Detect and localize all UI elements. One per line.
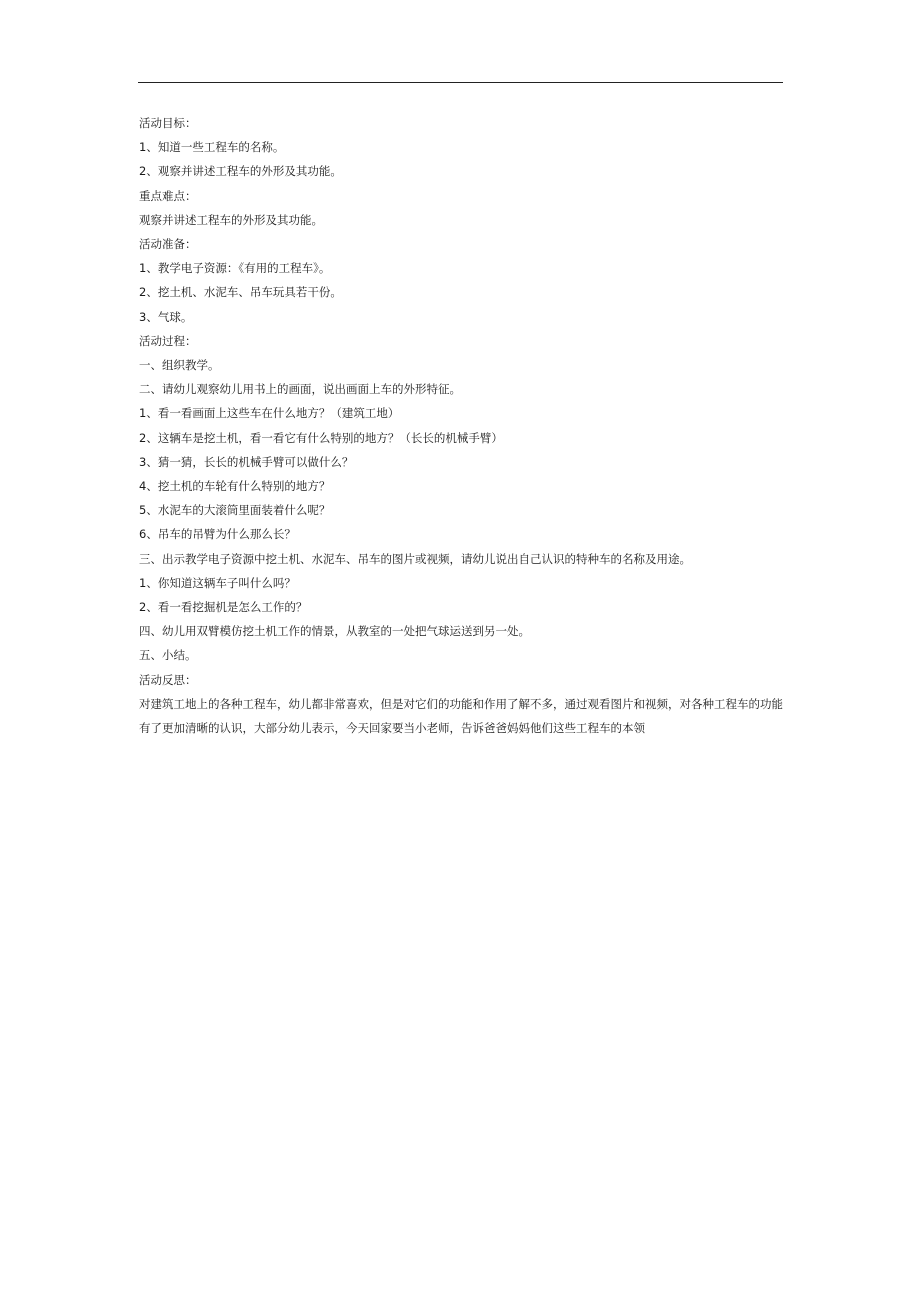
process-substep: 6、吊车的吊臂为什么那么长？	[139, 527, 296, 542]
process-step: 三、出示教学电子资源中挖土机、水泥车、吊车的图片或视频，请幼儿说出自己认识的特种车的名称及用途。	[139, 551, 691, 566]
heading-process: 活动过程：	[139, 333, 197, 348]
preparation-item: 1、教学电子资源：《有用的工程车》。	[139, 261, 331, 276]
heading-objectives: 活动目标：	[139, 116, 197, 130]
heading-preparation: 活动准备：	[139, 237, 197, 252]
process-substep: 2、看一看挖掘机是怎么工作的？	[139, 600, 308, 615]
document-body	[139, 111, 787, 740]
heading-reflection: 活动反思：	[139, 672, 197, 687]
process-substep: 1、你知道这辆车子叫什么吗？	[139, 575, 296, 590]
process-step: 一、组织教学。	[139, 358, 220, 373]
reflection-paragraph: 对建筑工地上的各种工程车，幼儿都非常喜欢，但是对它们的功能和作用了解不多，通过观看图片和视频，对各种工程车的功能有了更加清晰的认识，大部分幼儿表示，今天回家要当小老师，告诉爸爸妈妈他们这些工程车的本领	[139, 696, 783, 736]
process-step: 二、请幼儿观察幼儿用书上的画面，说出画面上车的外形特征。	[139, 382, 461, 397]
process-substep: 5、水泥车的大滚筒里面装着什么呢？	[139, 503, 331, 518]
process-substep: 4、挖土机的车轮有什么特别的地方？	[139, 479, 331, 494]
key-point-text: 观察并讲述工程车的外形及其功能。	[139, 212, 323, 227]
preparation-item: 3、气球。	[139, 309, 193, 324]
objective-item: 1、知道一些工程车的名称。	[139, 140, 285, 155]
process-step: 五、小结。	[139, 648, 197, 663]
process-substep: 3、猜一猜，长长的机械手臂可以做什么？	[139, 454, 354, 469]
process-substep: 2、这辆车是挖土机，看一看它有什么特别的地方？（长长的机械手臂）	[139, 430, 503, 445]
process-step: 四、幼儿用双臂模仿挖土机工作的情景，从教室的一处把气球运送到另一处。	[139, 624, 530, 639]
objective-item: 2、观察并讲述工程车的外形及其功能。	[139, 164, 342, 179]
header-rule	[138, 82, 783, 83]
heading-key-points: 重点难点：	[139, 188, 197, 203]
preparation-item: 2、挖土机、水泥车、吊车玩具若干份。	[139, 285, 342, 300]
process-substep: 1、看一看画面上这些车在什么地方？（建筑工地）	[139, 406, 400, 421]
